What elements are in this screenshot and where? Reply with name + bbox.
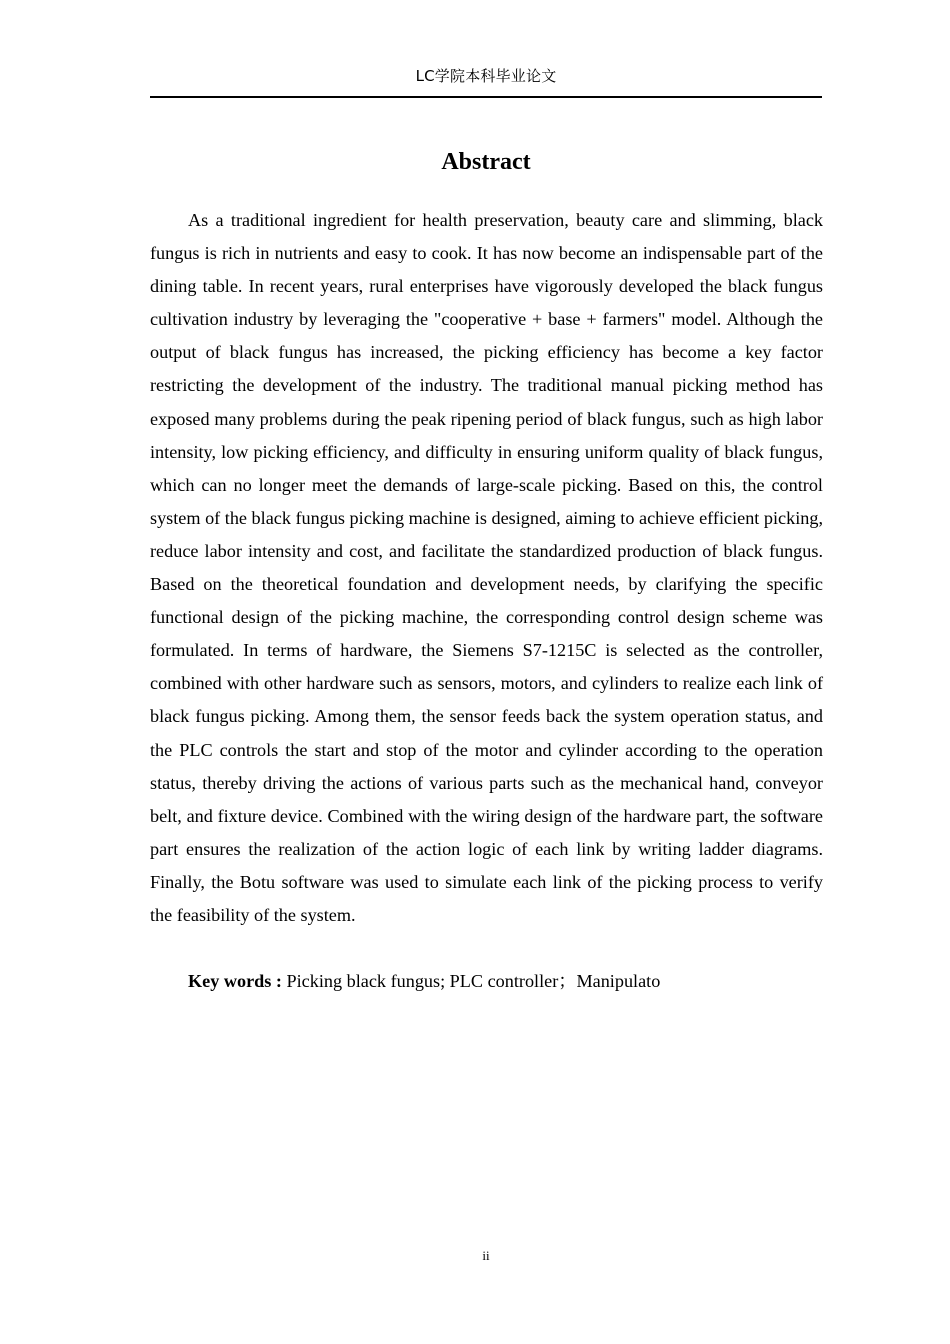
keywords-value: Picking black fungus; PLC controller；Manipulato [286,971,661,991]
page-number: ii [482,1248,490,1263]
running-header: LC学院本科毕业论文 [415,67,557,85]
keywords-label: Key words : [188,971,287,991]
page-title: Abstract [441,149,531,175]
keywords-line [150,965,823,998]
header-divider [150,96,822,98]
abstract-paragraph: As a traditional ingredient for health preservation, beauty care and slimming, black fungus is rich in nutrients and easy to cook. It has now become an indispensable part of the dining table. In recent years, rural enterprises have vigorously developed the black fungus cultivation industry by leveraging the "cooperative + base + farmers" model. Although the output of black fungus has increased, the picking efficiency has become a key factor restricting the development of the industry. The traditional manual picking method has exposed many problems during the peak ripening period of black fungus, such as high labor intensity, low picking efficiency, and difficulty in ensuring uniform quality of black fungus, which can no longer meet the demands of large-scale picking. Based on this, the control system of the black fungus picking machine is designed, aiming to achieve efficient picking, reduce labor intensity and cost, and facilitate the standardized production of black fungus. Based on the theoretical foundation and development needs, by clarifying the specific functional design of the picking machine, the corresponding control design scheme was formulated. In terms of hardware, the Siemens S7-1215C is selected as the controller, combined with other hardware such as sensors, motors, and cylinders to realize each link of black fungus picking. Among them, the sensor feeds back the system operation status, and the PLC controls the start and stop of the motor and cylinder according to the operation status, thereby driving the actions of various parts such as the mechanical hand, conveyor belt, and fixture device. Combined with the wiring design of the hardware part, the software part ensures the realization of the action logic of each link by writing ladder diagrams. Finally, the Botu software was used to simulate each link of the picking process to verify the feasibility of the system. [150,210,823,925]
